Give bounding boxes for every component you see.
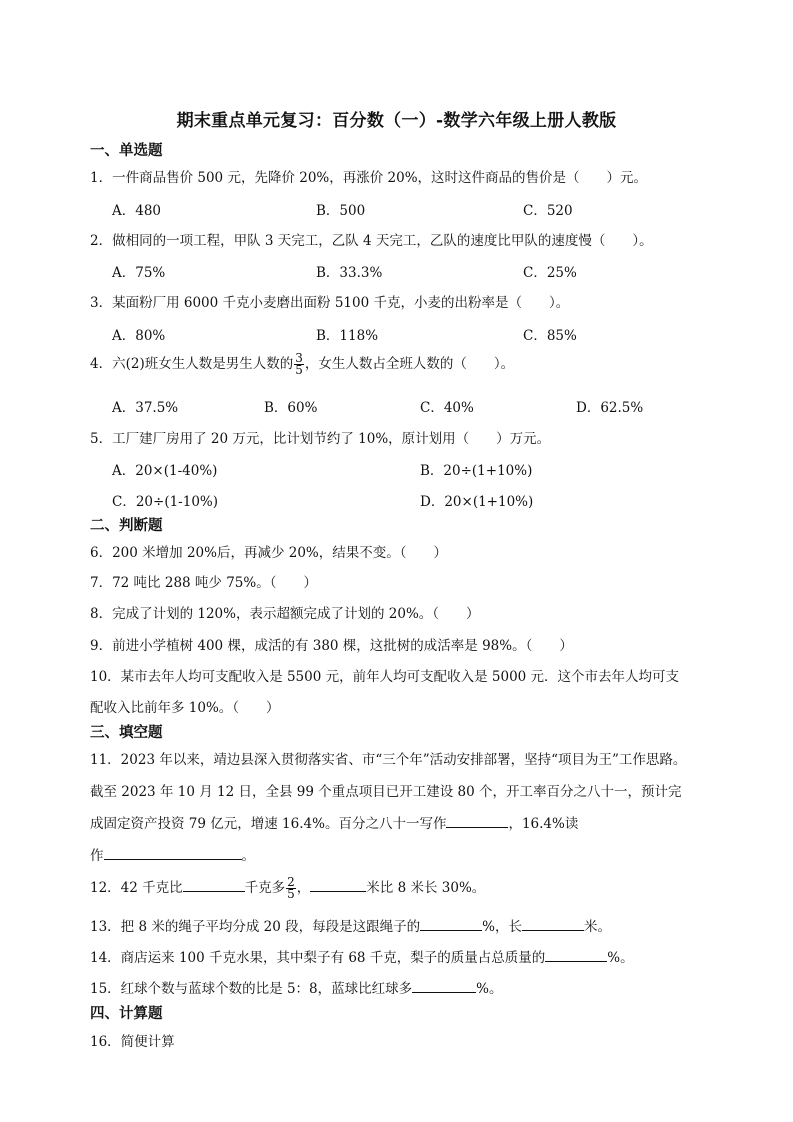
- q5-option-b[interactable]: B．20÷(1+10%): [420, 463, 533, 479]
- q12-answer-blank-1[interactable]: [183, 879, 245, 892]
- q1-option-b[interactable]: B．500: [316, 203, 366, 219]
- q1-option-a[interactable]: A．480: [112, 203, 162, 219]
- q4-fraction-denominator: 5: [295, 363, 303, 377]
- section-heading-calculation: 四、计算题: [90, 1006, 163, 1022]
- q5-option-c[interactable]: C．20÷(1-10%): [112, 494, 219, 510]
- q13-text-post: 米。: [583, 919, 611, 935]
- q15-answer-blank[interactable]: [412, 980, 476, 993]
- q11-text-line4b: 。: [241, 848, 255, 864]
- q12-text-post: 米比 8 米长 30%。: [366, 880, 486, 896]
- question-5: 5．工厂建厂房用了 20 万元，比计划节约了 10%，原计划用（ ）万元。: [90, 431, 551, 447]
- q12-answer-blank-2[interactable]: [310, 879, 366, 892]
- q4-option-d[interactable]: D．62.5%: [576, 400, 644, 416]
- question-12: [90, 876, 485, 900]
- q15-text-pre: 15．红球个数与蓝球个数的比是 5：8，蓝球比红球多: [90, 981, 413, 997]
- q12-fraction-denominator: 5: [287, 887, 295, 901]
- q2-option-c[interactable]: C．25%: [523, 265, 577, 281]
- q4-text-pre: 4．六(2)班女生人数是男生人数的: [90, 356, 294, 372]
- q12-fraction-numerator: 2: [287, 875, 295, 889]
- question-15: [90, 977, 502, 997]
- q11-answer-blank-2[interactable]: [104, 847, 242, 860]
- question-11-line-3: [90, 812, 578, 832]
- question-6: 6．200 米增加 20%后，再减少 20%，结果不变。（ ）: [90, 545, 447, 561]
- question-10-line-2: 配收入比前年多 10%。（ ）: [90, 700, 280, 716]
- q5-option-a[interactable]: A．20×(1-40%): [112, 463, 218, 479]
- section-heading-true-false: 二、判断题: [90, 518, 163, 534]
- question-11-line-4: [90, 844, 255, 864]
- q3-option-c[interactable]: C．85%: [523, 328, 577, 344]
- q1-option-c[interactable]: C．520: [523, 203, 573, 219]
- q14-answer-blank[interactable]: [545, 949, 607, 962]
- q4-option-c[interactable]: C．40%: [420, 400, 474, 416]
- question-1: 1．一件商品售价 500 元，先降价 20%，再涨价 20%，这时这件商品的售价是（ ）元。: [90, 170, 648, 186]
- q11-answer-blank-1[interactable]: [446, 815, 508, 828]
- section-heading-single-choice: 一、单选题: [90, 143, 163, 159]
- q3-option-a[interactable]: A．80%: [112, 328, 166, 344]
- document-title: 期末重点单元复习：百分数（一）-数学六年级上册人教版: [176, 111, 617, 131]
- q13-text-mid: %，长: [482, 919, 522, 935]
- section-heading-fill-in: 三、填空题: [90, 725, 163, 741]
- q4-text-post: ，女生人数占全班人数的（ ）。: [304, 356, 515, 372]
- q12-text-mid: 千克多: [244, 880, 286, 896]
- q13-answer-blank-2[interactable]: [522, 918, 584, 931]
- q4-fraction: [294, 353, 304, 376]
- q4-fraction-numerator: 3: [295, 351, 303, 365]
- q12-fraction: [286, 877, 296, 900]
- question-11-line-1: 11．2023 年以来，靖边县深入贯彻落实省、市“三个年”活动安排部署，坚持“项目为王”工作思路。: [90, 752, 687, 768]
- q11-text-line4a: 作: [90, 848, 104, 864]
- q2-option-b[interactable]: B．33.3%: [316, 265, 383, 281]
- question-9: 9．前进小学植树 400 棵，成活的有 380 棵，这批树的成活率是 98%。（ ）: [90, 638, 573, 654]
- q5-option-d[interactable]: D．20×(1+10%): [420, 494, 534, 510]
- q12-text-pre: 12．42 千克比: [90, 880, 183, 896]
- question-10-line-1: 10．某市去年人均可支配收入是 5500 元，前年人均可支配收入是 5000 元．这个市去年人均可支: [90, 669, 680, 685]
- question-2: 2．做相同的一项工程，甲队 3 天完工，乙队 4 天完工，乙队的速度比甲队的速度慢（ ）。: [90, 233, 653, 249]
- question-11-line-2: 截至 2023 年 10 月 12 日，全县 99 个重点项目已开工建设 80 个，开工率百分之八十一，预计完: [90, 784, 682, 800]
- q14-text-post: %。: [607, 950, 634, 966]
- q11-text-line3a: 成固定资产投资 79 亿元，增速 16.4%。百分之八十一写作: [90, 816, 447, 832]
- question-14: [90, 946, 634, 966]
- question-4: [90, 352, 514, 376]
- q11-text-line3b: ，16.4%读: [508, 816, 579, 832]
- q4-option-a[interactable]: A．37.5%: [112, 400, 179, 416]
- question-8: 8．完成了计划的 120%，表示超额完成了计划的 20%。（ ）: [90, 606, 480, 622]
- question-3: 3．某面粉厂用 6000 千克小麦磨出面粉 5100 千克，小麦的出粉率是（ ）。: [90, 295, 570, 311]
- q3-option-b[interactable]: B．118%: [316, 328, 379, 344]
- q2-option-a[interactable]: A．75%: [112, 265, 166, 281]
- q13-text-pre: 13．把 8 米的绳子平均分成 20 段，每段是这跟绳子的: [90, 919, 421, 935]
- q14-text-pre: 14．商店运来 100 千克水果，其中梨子有 68 千克，梨子的质量占总质量的: [90, 950, 546, 966]
- question-13: [90, 915, 611, 935]
- q15-text-post: %。: [476, 981, 503, 997]
- q13-answer-blank-1[interactable]: [420, 918, 482, 931]
- q12-text-comma: ，: [296, 880, 311, 896]
- question-7: 7．72 吨比 288 吨少 75%。（ ）: [90, 575, 317, 591]
- question-16: 16．简便计算: [90, 1034, 175, 1050]
- q4-option-b[interactable]: B．60%: [264, 400, 318, 416]
